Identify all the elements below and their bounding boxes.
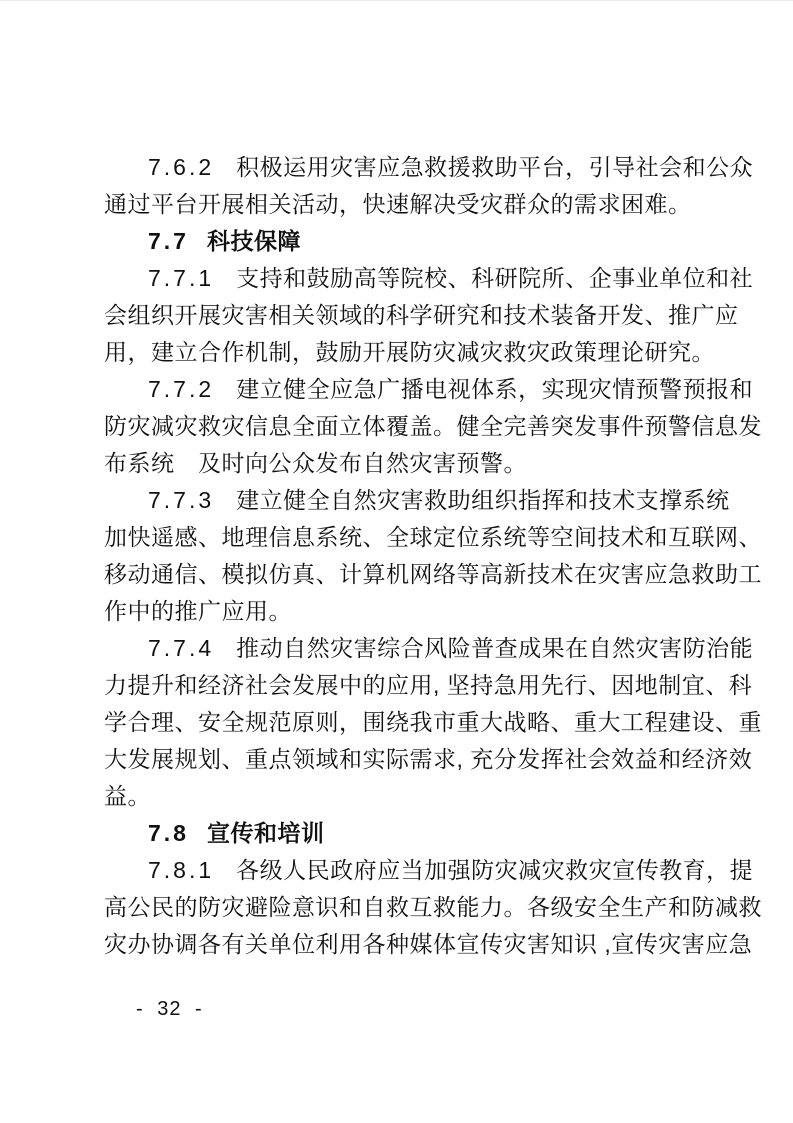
heading-line — [104, 223, 695, 260]
clause-line: 用，建立合作机制，鼓励开展防灾减灾救灾政策理论研究。 — [104, 339, 715, 365]
clause-text: 推动自然灾害综合风险普查成果在自然灾害防治能 — [236, 635, 754, 661]
clause-line: 移动通信、模拟仿真、计算机网络等高新技术在灾害应急救助工 — [104, 561, 762, 587]
clause-line — [104, 371, 754, 408]
clause-text: 建立健全自然灾害救助组织指挥和技术支撑系统 — [236, 487, 730, 513]
clause-line: 会组织开展灾害相关领域的科学研究和技术装备开发、推广应 — [104, 302, 739, 328]
section-heading-7-7 — [104, 223, 695, 260]
clause-line: 大发展规划、重点领域和实际需求, 充分发挥社会效益和经济效 — [104, 746, 753, 772]
document-body — [104, 149, 762, 963]
heading-number: 7.8 — [148, 820, 189, 846]
clause-line — [104, 852, 754, 889]
heading-number: 7.7 — [148, 228, 189, 254]
section-heading-7-8 — [104, 815, 695, 852]
clause-line — [104, 260, 754, 297]
clause-line — [104, 630, 754, 667]
clause-text: 各级人民政府应当加强防灾减灾救灾宣传教育，提 — [236, 857, 754, 883]
clause-line: 益。 — [104, 783, 151, 809]
clause-line — [104, 482, 730, 519]
clause-line: 学合理、安全规范原则，围绕我市重大战略、重大工程建设、重 — [104, 709, 762, 735]
clause-number: 7.7.3 — [148, 487, 215, 513]
clause-text: 支持和鼓励高等院校、科研院所、企事业单位和社 — [236, 265, 754, 291]
clause-text: 积极运用灾害应急救援救助平台，引导社会和公众 — [236, 154, 754, 180]
clause-line: 通过平台开展相关活动，快速解决受灾群众的需求困难。 — [104, 191, 692, 217]
clause-line — [104, 149, 754, 186]
page-footer — [136, 996, 203, 1022]
clause-line: 力提升和经济社会发展中的应用, 坚持急用先行、因地制宜、科 — [104, 672, 753, 698]
clause-7-7-1 — [104, 260, 754, 371]
clause-number: 7.7.2 — [148, 376, 215, 402]
clause-line: 加快遥感、地理信息系统、全球定位系统等空间技术和互联网、 — [104, 524, 762, 550]
clause-line: 高公民的防灾避险意识和自救互救能力。各级安全生产和防减救 — [104, 894, 762, 920]
clause-number: 7.8.1 — [148, 857, 215, 883]
clause-7-6-2 — [104, 149, 754, 223]
heading-title: 科技保障 — [206, 228, 301, 254]
clause-7-7-4 — [104, 630, 762, 815]
clause-line: 灾办协调各有关单位利用各种媒体宣传灾害知识 ,宣传灾害应急 — [104, 931, 753, 957]
clause-line: 布系统 及时向公众发布自然灾害预警。 — [104, 450, 527, 476]
clause-7-7-3 — [104, 482, 762, 630]
clause-number: 7.7.4 — [148, 635, 215, 661]
clause-7-7-2 — [104, 371, 762, 482]
page-number: - 32 - — [136, 998, 203, 1020]
heading-title: 宣传和培训 — [206, 820, 325, 846]
clause-7-8-1 — [104, 852, 762, 963]
clause-line: 作中的推广应用。 — [104, 598, 292, 624]
clause-text: 建立健全应急广播电视体系，实现灾情预警预报和 — [236, 376, 754, 402]
clause-number: 7.6.2 — [148, 154, 215, 180]
clause-line: 防灾减灾救灾信息全面立体覆盖。健全完善突发事件预警信息发 — [104, 413, 762, 439]
clause-number: 7.7.1 — [148, 265, 215, 291]
heading-line — [104, 815, 695, 852]
